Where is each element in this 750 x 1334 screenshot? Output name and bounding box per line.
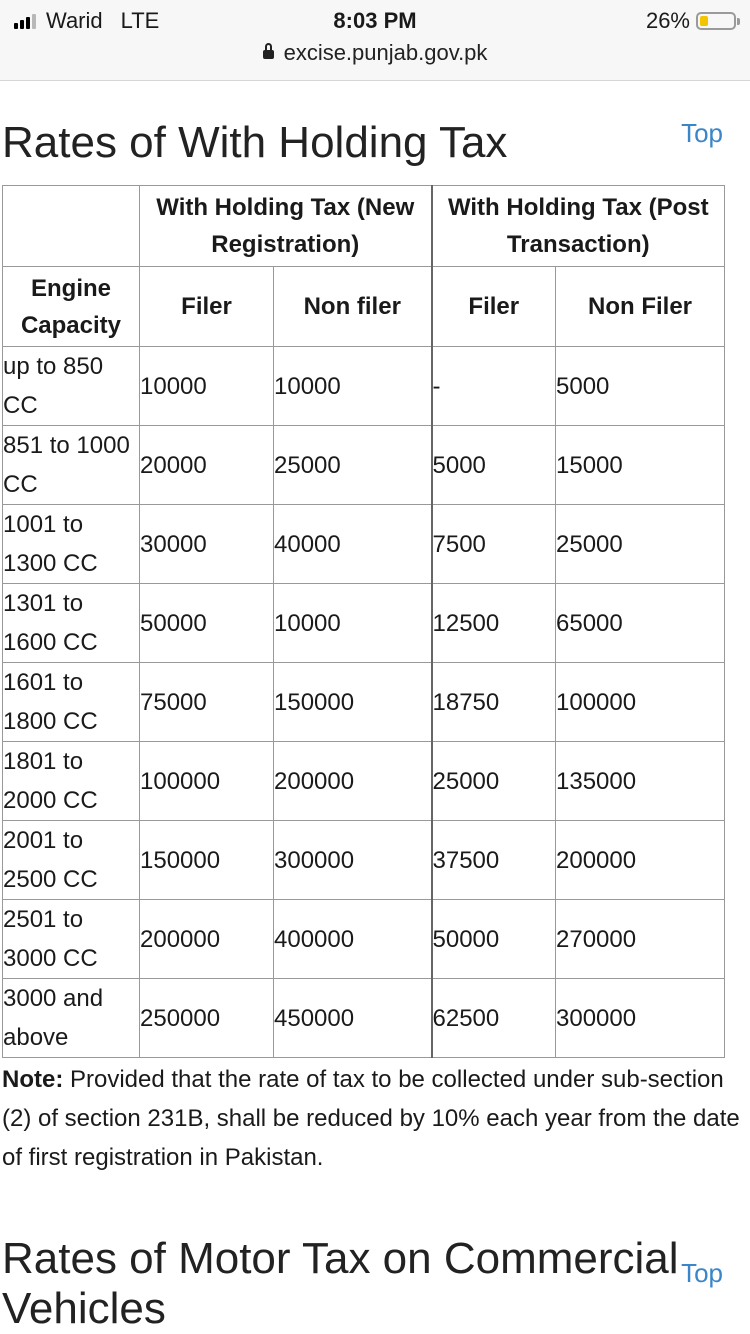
cell-new-filer: 150000 — [140, 821, 274, 900]
cell-post-non-filer: 65000 — [556, 584, 725, 663]
cell-new-non-filer: 200000 — [274, 742, 432, 821]
table-row — [3, 979, 725, 1058]
battery-icon — [696, 12, 736, 30]
table-row — [3, 505, 725, 584]
withholding-tax-table — [2, 185, 725, 1058]
cell-engine-capacity: 2001 to 2500 CC — [3, 821, 140, 900]
cell-post-filer: - — [432, 347, 556, 426]
cell-post-filer: 25000 — [432, 742, 556, 821]
table-group-header-row — [3, 186, 725, 267]
cell-new-filer: 50000 — [140, 584, 274, 663]
cell-new-filer: 100000 — [140, 742, 274, 821]
status-time: 8:03 PM — [333, 8, 417, 33]
lock-icon — [263, 50, 274, 59]
cell-new-filer: 20000 — [140, 426, 274, 505]
table-column-header-row — [3, 267, 725, 347]
cell-new-non-filer: 450000 — [274, 979, 432, 1058]
column-header-new-filer: Filer — [140, 267, 274, 347]
table-row — [3, 742, 725, 821]
cell-post-non-filer: 5000 — [556, 347, 725, 426]
column-header-post-non-filer: Non Filer — [556, 267, 725, 347]
table-row — [3, 663, 725, 742]
cell-engine-capacity: 2501 to 3000 CC — [3, 900, 140, 979]
group-header-new-registration: With Holding Tax (New Registration) — [140, 186, 432, 267]
network-type: LTE — [120, 8, 160, 33]
section-title-motor-tax-commercial: Rates of Motor Tax on Commercial Vehicles — [2, 1234, 679, 1333]
table-empty-header-cell — [3, 186, 140, 267]
url-text: excise.punjab.gov.pk — [283, 40, 488, 65]
cell-engine-capacity: 1301 to 1600 CC — [3, 584, 140, 663]
column-header-engine-capacity: Engine Capacity — [3, 267, 140, 347]
tax-note — [2, 1060, 742, 1177]
cell-post-filer: 50000 — [432, 900, 556, 979]
top-link[interactable]: Top — [681, 118, 723, 148]
cell-post-non-filer: 200000 — [556, 821, 725, 900]
cell-post-filer: 12500 — [432, 584, 556, 663]
cell-new-non-filer: 150000 — [274, 663, 432, 742]
cell-engine-capacity: 1601 to 1800 CC — [3, 663, 140, 742]
cell-new-filer: 200000 — [140, 900, 274, 979]
cell-new-non-filer: 25000 — [274, 426, 432, 505]
cell-post-filer: 5000 — [432, 426, 556, 505]
top-link[interactable]: Top — [681, 1258, 723, 1288]
column-header-post-filer: Filer — [432, 267, 556, 347]
cell-engine-capacity: 3000 and above — [3, 979, 140, 1058]
cell-new-filer: 250000 — [140, 979, 274, 1058]
cell-post-non-filer: 15000 — [556, 426, 725, 505]
cell-new-non-filer: 40000 — [274, 505, 432, 584]
cell-post-filer: 7500 — [432, 505, 556, 584]
cell-engine-capacity: 1001 to 1300 CC — [3, 505, 140, 584]
cell-new-non-filer: 10000 — [274, 347, 432, 426]
cell-engine-capacity: 851 to 1000 CC — [3, 426, 140, 505]
table-row — [3, 426, 725, 505]
section-title-withholding-tax: Rates of With Holding Tax — [2, 118, 508, 167]
table-row — [3, 900, 725, 979]
cell-post-non-filer: 25000 — [556, 505, 725, 584]
table-row — [3, 821, 725, 900]
battery-percent: 26% — [645, 8, 690, 33]
cell-new-filer: 10000 — [140, 347, 274, 426]
cell-new-filer: 30000 — [140, 505, 274, 584]
cell-engine-capacity: up to 850 CC — [3, 347, 140, 426]
table-row — [3, 584, 725, 663]
cell-post-non-filer: 135000 — [556, 742, 725, 821]
carrier-name: Warid — [46, 8, 103, 33]
browser-top-bar — [0, 0, 750, 81]
cell-post-non-filer: 270000 — [556, 900, 725, 979]
table-row — [3, 347, 725, 426]
table-body — [3, 347, 725, 1058]
note-text: Provided that the rate of tax to be collected under sub-section (2) of section 231B, shall be reduced by 10% each year from the date of first registration in Pakistan. — [2, 1066, 740, 1171]
cell-new-non-filer: 400000 — [274, 900, 432, 979]
cell-post-filer: 18750 — [432, 663, 556, 742]
cell-post-filer: 62500 — [432, 979, 556, 1058]
note-label: Note: — [2, 1066, 64, 1093]
cell-new-non-filer: 10000 — [274, 584, 432, 663]
cell-post-filer: 37500 — [432, 821, 556, 900]
cell-new-filer: 75000 — [140, 663, 274, 742]
group-header-post-transaction: With Holding Tax (Post Transaction) — [432, 186, 725, 267]
column-header-new-non-filer: Non filer — [274, 267, 432, 347]
status-right — [646, 8, 736, 34]
cell-engine-capacity: 1801 to 2000 CC — [3, 742, 140, 821]
cell-new-non-filer: 300000 — [274, 821, 432, 900]
cell-post-non-filer: 100000 — [556, 663, 725, 742]
address-bar[interactable] — [0, 40, 750, 66]
cell-post-non-filer: 300000 — [556, 979, 725, 1058]
